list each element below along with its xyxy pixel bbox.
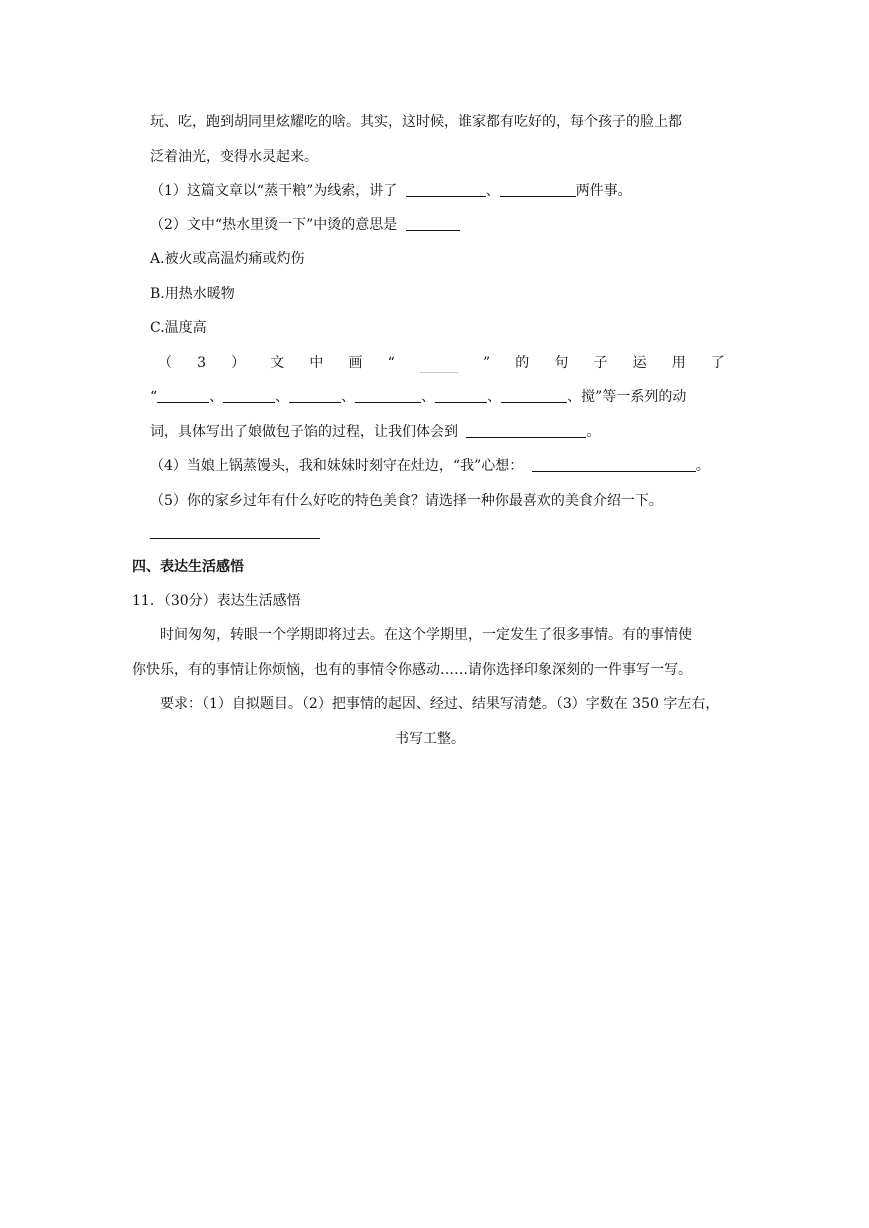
option-b[interactable]: B.用热水暖物 — [150, 286, 235, 302]
q3-char: 文 — [270, 355, 285, 371]
q3-char: ） — [231, 355, 246, 371]
option-a[interactable]: A.被火或高温灼痛或灼伤 — [150, 251, 305, 267]
q3-char: 的 — [515, 355, 530, 371]
answer-blank[interactable] — [406, 216, 460, 231]
answer-blank[interactable] — [500, 182, 576, 197]
question-5: （5）你的家乡过年有什么好吃的特色美食？请选择一种你最喜欢的美食介绍一下。 — [150, 493, 663, 509]
answer-blank[interactable] — [501, 388, 567, 403]
question-3-line-1 — [158, 353, 725, 373]
q3-char: 句 — [554, 355, 569, 371]
q3-char: 子 — [593, 355, 608, 371]
quoted-sentence-blank[interactable] — [420, 358, 458, 373]
q3-char: 了 — [710, 355, 725, 371]
passage-line-1: 玩、吃，跑到胡同里炫耀吃的啥。其实，这时候，谁家都有吃好的，每个孩子的脸上都 — [150, 114, 682, 130]
open-quote: “ — [150, 389, 158, 405]
answer-blank[interactable] — [406, 182, 486, 197]
q3-char: ” — [482, 355, 491, 371]
q3-char: 中 — [309, 355, 324, 371]
prompt-line-1: 时间匆匆，转眼一个学期即将过去。在这个学期里，一定发生了很多事情。有的事情使 — [160, 627, 692, 643]
requirements-line-2: 书写工整。 — [395, 731, 465, 747]
answer-blank[interactable] — [532, 457, 696, 472]
answer-blank[interactable] — [435, 388, 487, 403]
q3-char: 画 — [348, 355, 363, 371]
q3-char: 用 — [671, 355, 686, 371]
q3-line-2-close: 、搅”等一系列的动 — [567, 389, 687, 405]
q3-line-3-prefix: 词，具体写出了娘做包子馅的过程，让我们体会到 — [150, 424, 458, 440]
question-1-suffix: 两件事。 — [575, 183, 632, 199]
question-1 — [150, 181, 632, 201]
separator: 、 — [341, 389, 356, 405]
q3-char: 运 — [632, 355, 647, 371]
separator: 、 — [421, 389, 436, 405]
answer-line[interactable] — [150, 538, 320, 539]
question-4-suffix: 。 — [695, 458, 710, 474]
separator: 、 — [209, 389, 224, 405]
question-11-header: 11．（30分）表达生活感悟 — [132, 593, 301, 609]
q3-char: （ — [158, 355, 172, 371]
separator: 、 — [485, 183, 500, 199]
passage-line-2: 泛着油光，变得水灵起来。 — [150, 149, 318, 165]
q3-line-3-suffix: 。 — [586, 424, 601, 440]
requirements-line-1: 要求：（1）自拟题目。（2）把事情的起因、经过、结果写清楚。（3）字数在 350 字左右， — [160, 696, 720, 712]
question-3-line-2 — [150, 387, 686, 407]
prompt-line-2: 你快乐，有的事情让你烦恼，也有的事情令你感动……请你选择印象深刻的一件事写一写。 — [132, 662, 692, 678]
q3-char: “ — [387, 355, 395, 371]
option-c[interactable]: C.温度高 — [150, 320, 207, 336]
answer-blank[interactable] — [223, 388, 275, 403]
question-3-line-3 — [150, 422, 600, 442]
separator: 、 — [487, 389, 502, 405]
question-4 — [150, 456, 710, 476]
question-2 — [150, 215, 460, 235]
answer-blank[interactable] — [355, 388, 421, 403]
question-2-prefix: （2）文中“热水里烫一下”中烫的意思是 — [150, 217, 398, 233]
answer-blank[interactable] — [289, 388, 341, 403]
section-title: 四、表达生活感悟 — [132, 559, 244, 575]
question-1-prefix: （1）这篇文章以“蒸干粮”为线索，讲了 — [150, 183, 398, 199]
question-4-prefix: （4）当娘上锅蒸馒头，我和妹妹时刻守在灶边，“我”心想： — [150, 458, 524, 474]
answer-blank[interactable] — [157, 388, 209, 403]
answer-blank[interactable] — [466, 423, 586, 438]
separator: 、 — [275, 389, 290, 405]
q3-char: 3 — [197, 355, 207, 371]
